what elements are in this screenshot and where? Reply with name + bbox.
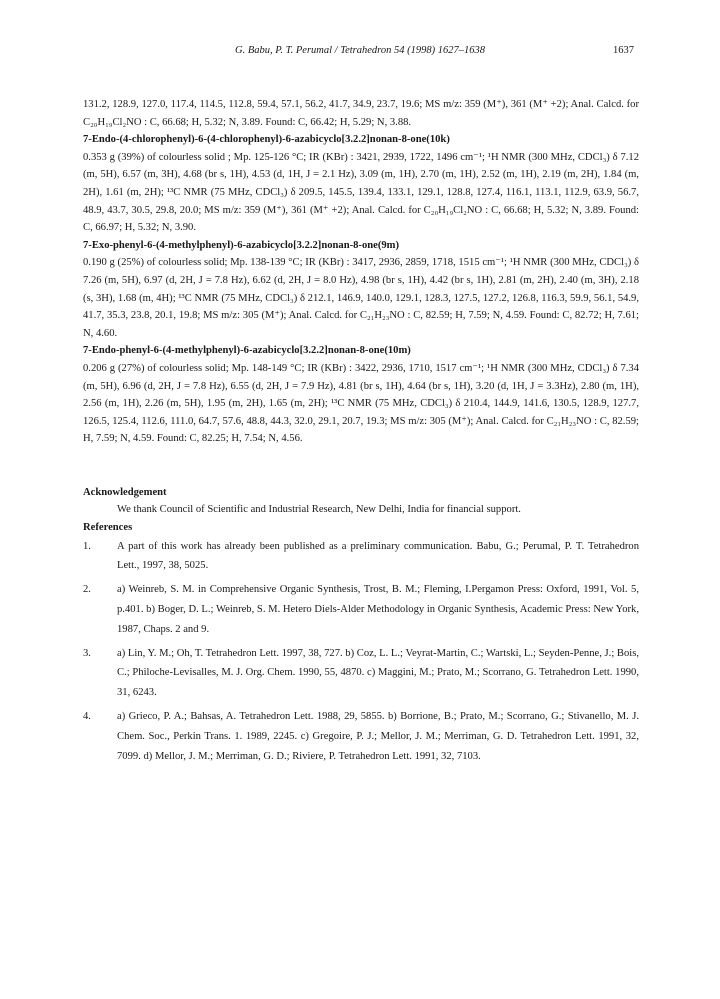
reference-text: a) Lin, Y. M.; Oh, T. Tetrahedron Lett. 1997, 38, 727. b) Coz, L. L.; Veyrat-Martin, C.; Wartski, L.; Seyden-Penne, J.; Bois, C.; Philoche-Levisalles, M. J. Org. Chem. 1990, 55, 4870. c) Maggini, M.; Prato, M.; Scorrano, G. Tetrahedron Lett. 1990, 31, 6243.: [117, 647, 639, 699]
compound-heading-9m: 7-Exo-phenyl-6-(4-methylphenyl)-6-azabicyclo[3.2.2]nonan-8-one(9m): [83, 239, 400, 251]
references-heading: References: [83, 522, 133, 534]
reference-number: 3.: [83, 647, 91, 659]
compound-heading-10m: 7-Endo-phenyl-6-(4-methylphenyl)-6-azabicyclo[3.2.2]nonan-8-one(10m): [83, 345, 411, 357]
reference-text: a) Grieco, P. A.; Bahsas, A. Tetrahedron Lett. 1988, 29, 5855. b) Borrione, B.; Prato, M.; Scorrano, G.; Stivanello, M. J. Chem. Soc., Perkin Trans. 1. 1989, 2245. c) Gregoire, P. J.; Mellor, J. M.; Merriman, G. D. Tetrahedron Lett. 1991, 32, 7099. d) Mellor, J. M.; Merriman, G. D.; Riviere, P. Tetrahedron Lett. 1991, 32, 7103.: [117, 711, 639, 762]
reference-number: 4.: [83, 711, 91, 723]
compound-data-9m: 0.190 g (25%) of colourless solid; Mp. 138-139 °C; IR (KBr) : 3417, 2936, 2859, 1718, 1515 cm⁻¹; ¹H NMR (300 MHz, CDCl₃) δ 7.26 (m, 5H), 6.97 (d, 2H, J = 7.8 Hz), 6.62 (d, 2H, J = 8.0 Hz), 4.98 (br s, 1H), 4.42 (br s, 1H), 2.81 (m, 2H), 2.40 (m, 3H), 2.18 (s, 3H), 1.68 (m, 4H); ¹³C NMR (75 MHz, CDCl₃) δ 212.1, 146.9, 140.0, 129.1, 128.3, 127.5, 127.2, 126.8, 116.3, 59.9, 56.1, 54.9, 41.7, 35.3, 23.8, 20.1, 19.8; MS m/z: 305 (M⁺); Anal. Calcd. for C₂₁H₂₃NO : C, 82.59; H, 7.59; N, 4.59. Found: C, 82.72; H, 7.61; N, 4.60.: [83, 257, 639, 339]
reference-number: 1.: [83, 540, 91, 552]
compound-data-10m: 0.206 g (27%) of colourless solid; Mp. 148-149 °C; IR (KBr) : 3422, 2936, 1710, 1517 cm⁻¹; ¹H NMR (300 MHz, CDCl₃) δ 7.34 (m, 5H), 6.96 (d, 2H, J = 7.8 Hz), 6.55 (d, 2H, J = 7.9 Hz), 4.81 (br s, 1H), 4.64 (br s, 1H), 3.20 (d, 1H, J = 3.3Hz), 2.80 (m, 1H), 2.56 (m, 1H), 2.26 (m, 5H), 1.95 (m, 2H), 1.65 (m, 2H); ¹³C NMR (75 MHz, CDCl₃) δ 210.4, 144.9, 141.6, 130.5, 128.9, 127.7, 126.5, 125.4, 112.6, 111.0, 64.7, 57.6, 48.8, 44.3, 32.0, 29.1, 20.7, 19.3; MS m/z: 305 (M⁺); Anal. Calcd. for C₂₁H₂₃NO : C, 82.59; H, 7.59; N, 4.59. Found: C, 82.25; H, 7.54; N, 4.56.: [83, 362, 639, 445]
continuation-paragraph: 131.2, 128.9, 127.0, 117.4, 114.5, 112.8, 59.4, 57.1, 56.2, 41.7, 34.9, 23.7, 19.6; MS m/z: 359 (M⁺), 361 (M⁺ +2); Anal. Calcd. for C₂₀H₁₉Cl₂NO : C, 66.68; H, 5.32; N, 3.89. Found: C, 66.42; H, 5.29; N, 3.88.: [83, 99, 639, 128]
compound-data-10k: 0.353 g (39%) of colourless solid ; Mp. 125-126 °C; IR (KBr) : 3421, 2939, 1722, 1496 cm⁻¹; ¹H NMR (300 MHz, CDCl₃) δ 7.12 (m, 5H), 6.57 (m, 3H), 4.68 (br s, 1H), 4.53 (d, 1H, J = 2.1 Hz), 3.09 (m, 1H), 2.70 (m, 1H), 2.52 (m, 1H), 2.19 (m, 2H), 1.84 (m, 2H), 1.61 (m, 2H); ¹³C NMR (75 MHz, CDCl₃) δ 209.5, 145.5, 139.4, 133.1, 129.1, 128.8, 127.4, 116.1, 113.1, 112.9, 63.9, 56.7, 48.9, 43.7, 30.5, 29.8, 20.0; MS m/z: 359 (M⁺), 361 (M⁺ +2); Anal. Calcd. for C₂₀H₁₉Cl₂NO : C, 66.68; H, 5.32; N, 3.89. Found: C, 66.97; H, 5.32; N, 3.90.: [83, 151, 639, 234]
page-number: 1637: [613, 45, 634, 56]
acknowledgement-heading: Acknowledgement: [83, 486, 167, 498]
reference-text: a) Weinreb, S. M. in Comprehensive Organic Synthesis, Trost, B. M.; Fleming, I.Pergamon Press: Oxford, 1991, Vol. 5, p.401. b) Boger, D. L.; Weinreb, S. M. Hetero Diels-Alder Methodology in Organic Synthesis, Academic Press: New York, 1987, Chaps. 2 and 9.: [117, 584, 639, 635]
reference-item: [83, 580, 639, 639]
reference-item: [83, 707, 639, 766]
reference-item: [83, 537, 639, 577]
reference-item: [83, 644, 639, 703]
compound-heading-10k: 7-Endo-(4-chlorophenyl)-6-(4-chlorophenyl)-6-azabicyclo[3.2.2]nonan-8-one(10k): [83, 134, 450, 146]
running-head: [0, 45, 720, 61]
article-body: [83, 96, 639, 770]
acknowledgement-text: We thank Council of Scientific and Industrial Research, New Delhi, India for financial support.: [117, 504, 521, 516]
running-head-title: G. Babu, P. T. Perumal / Tetrahedron 54 (1998) 1627–1638: [235, 45, 485, 56]
reference-list: [83, 537, 639, 767]
reference-text: A part of this work has already been published as a preliminary communication. Babu, G.; Perumal, P. T. Tetrahedron Lett., 1997, 38, 5025.: [117, 540, 639, 572]
reference-number: 2.: [83, 584, 91, 596]
section-gap: [83, 448, 639, 484]
